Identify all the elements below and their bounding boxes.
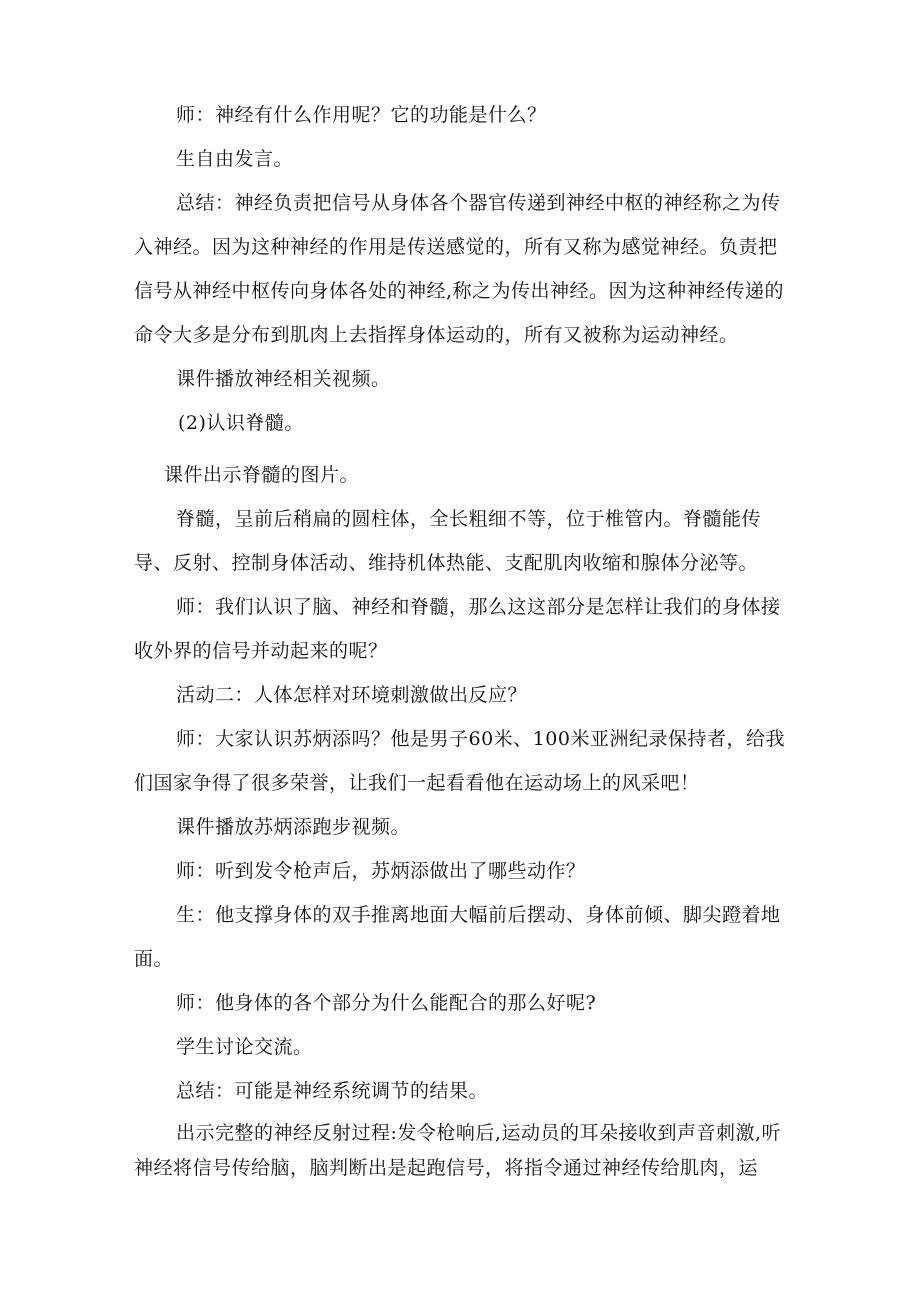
paragraph-summary-nerves: 总结：神经负责把信号从身体各个器官传递到神经中枢的神经称之为传入神经。因为这种神经的作用是传送感觉的，所有又称为感觉神经。负责把信号从神经中枢传向身体各处的神经,称之为传出神经。因为这种神经传递的命令大多是分布到肌肉上去指挥身体运动的，所有又被称为运动神经。 xyxy=(134,192,785,346)
paragraph-student-discussion: 生自由发言。 xyxy=(176,148,294,170)
activity-two-heading: 活动二：人体怎样对环境刺激做出反应？ xyxy=(176,684,528,706)
paragraph-spinal-cord-description: 脊髓，呈前后稍扁的圆柱体，全长粗细不等，位于椎管内。脊髓能传导、反射、控制身体活动、维持机体热能、支配肌肉收缩和腺体分泌等。 xyxy=(134,508,762,574)
paragraph-play-nerve-video: 课件播放神经相关视频。 xyxy=(176,368,391,390)
paragraph-student-group-discussion: 学生讨论交流。 xyxy=(176,1036,313,1058)
paragraph-student-answer-actions: 生：他支撑身体的双手推离地面大幅前后摆动、身体前倾、脚尖蹬着地面。 xyxy=(134,904,781,970)
paragraph-show-spinal-cord-picture: 课件出示脊髓的图片。 xyxy=(164,464,360,486)
paragraph-teacher-question-signal: 师：我们认识了脑、神经和脊髓，那么这这部分是怎样让我们的身体接收外界的信号并动起来的呢？ xyxy=(134,596,781,662)
paragraph-teacher-su-bingtian: 师：大家认识苏炳添吗？他是男子60米、100米亚洲纪录保持者，给我们国家争得了很多荣誉，让我们一起看看他在运动场上的风采吧！ xyxy=(134,728,785,794)
section-heading-spinal-cord: (2)认识脊髓。 xyxy=(178,412,304,434)
paragraph-summary-nervous-system: 总结：可能是神经系统调节的结果。 xyxy=(176,1080,489,1102)
paragraph-reflex-process: 出示完整的神经反射过程:发令枪响后,运动员的耳朵接收到声音刺激,听神经将信号传给脑，脑判断出是起跑信号，将指令通过神经传给肌肉，运 xyxy=(134,1122,781,1179)
paragraph-teacher-question-nerve-function: 师：神经有什么作用呢？它的功能是什么？ xyxy=(176,104,547,126)
paragraph-teacher-question-coordination: 师：他身体的各个部分为什么能配合的那么好呢? xyxy=(176,992,597,1014)
paragraph-play-running-video: 课件播放苏炳添跑步视频。 xyxy=(176,816,411,838)
paragraph-teacher-question-actions: 师：听到发令枪声后，苏炳添做出了哪些动作？ xyxy=(176,860,586,882)
